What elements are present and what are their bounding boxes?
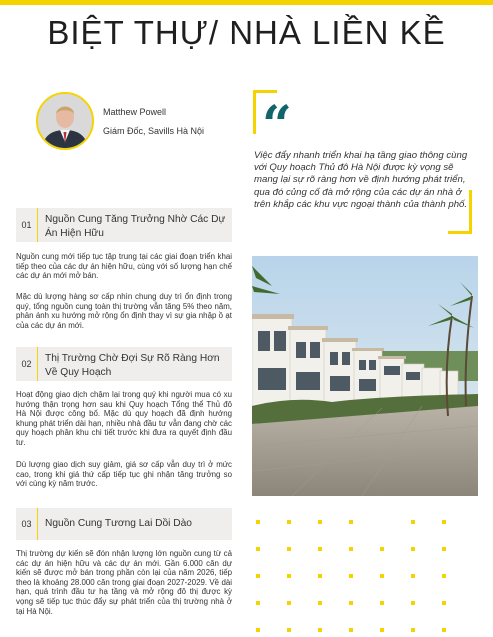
decorative-dot — [349, 601, 353, 605]
villa-photo — [252, 256, 478, 496]
decorative-dot — [287, 574, 291, 578]
section-title: Nguồn Cung Tương Lai Dồi Dào — [45, 518, 192, 529]
decorative-dot — [349, 520, 353, 524]
section-header-03 — [16, 508, 232, 540]
decorative-dot — [380, 628, 384, 632]
decorative-dot — [442, 574, 446, 578]
decorative-dot — [380, 601, 384, 605]
decorative-dot — [411, 601, 415, 605]
decorative-dot — [411, 520, 415, 524]
decorative-dot — [442, 628, 446, 632]
section-number: 02 — [16, 347, 38, 381]
decorative-dot — [287, 547, 291, 551]
author-name: Matthew Powell — [103, 107, 167, 117]
section-paragraph: Nguồn cung mới tiếp tục tập trung tại các giai đoạn triển khai tiếp theo của các dự án hiện hữu, cùng với số lượng hạn chế các dự án mới mở bán. — [16, 252, 232, 281]
top-accent-bar — [0, 0, 493, 5]
author-avatar — [36, 92, 94, 150]
decorative-dot — [349, 628, 353, 632]
decorative-dot — [411, 574, 415, 578]
decorative-dot — [318, 628, 322, 632]
section-header-02 — [16, 347, 232, 381]
section-number: 03 — [16, 508, 38, 540]
section-paragraph: Mặc dù lượng hàng sơ cấp nhìn chung duy trì ổn định trong quý, tổng nguồn cung toàn thị trường vẫn tăng 5% theo năm, phản ánh xu hướng mở rộng ổn định thay vì sự gia nhập ồ ạt của các dự án mới. — [16, 292, 232, 330]
decorative-dot — [349, 574, 353, 578]
decorative-dot — [442, 601, 446, 605]
decorative-dot — [318, 574, 322, 578]
decorative-dot — [380, 547, 384, 551]
decorative-dot — [318, 601, 322, 605]
quote-text: Việc đẩy nhanh triển khai hạ tầng giao thông cùng với Quy hoạch Thủ đô Hà Nội được kỳ vọng sẽ mang lại sự rõ ràng hơn về định hướng phát triển, qua đó củng cố đà mở rộng của các dự án nhà ở trên khắp các khu vực ngoại thành của thành phố. — [254, 150, 468, 210]
section-paragraph: Dù lượng giao dịch suy giảm, giá sơ cấp vẫn duy trì ở mức cao, trong khi giá thứ cấp tiếp tục ghi nhận tăng trưởng so với cùng kỳ năm trước. — [16, 460, 232, 489]
person-portrait-icon — [38, 94, 92, 148]
decorative-dot — [380, 574, 384, 578]
quote-mark-icon: “ — [262, 95, 292, 156]
section-title: Thị Trường Chờ Đợi Sự Rõ Ràng Hơn Về Quy Hoạch — [45, 353, 220, 378]
decorative-dot — [442, 547, 446, 551]
decorative-dot — [349, 547, 353, 551]
decorative-dot — [256, 520, 260, 524]
decorative-dot — [287, 520, 291, 524]
decorative-dot — [287, 601, 291, 605]
author-role: Giám Đốc, Savills Hà Nội — [103, 126, 205, 136]
decorative-dot — [411, 628, 415, 632]
decorative-dot — [318, 520, 322, 524]
decorative-dot — [256, 628, 260, 632]
section-paragraph: Hoạt động giao dịch chậm lại trong quý khi người mua có xu hướng thận trọng hơn sau khi Quy hoạch Tổng thể Thủ đô Hà Nội được công bố. Mặc dù quy hoạch đã định hướng khung phát triển dài hạn, nhiều nhà đầu tư vẫn đang chờ các quy hoạch phân khu chi tiết trước khi đưa ra quyết định đầu tư. — [16, 390, 232, 447]
decorative-dot — [256, 601, 260, 605]
page-title: BIỆT THỰ/ NHÀ LIỀN KỀ — [47, 14, 446, 51]
section-number: 01 — [16, 208, 38, 242]
decorative-dot — [256, 574, 260, 578]
section-title: Nguồn Cung Tăng Trưởng Nhờ Các Dự Án Hiện Hữu — [45, 214, 226, 239]
section-header-01 — [16, 208, 232, 242]
decorative-dot — [256, 547, 260, 551]
decorative-dot — [442, 520, 446, 524]
decorative-dot — [411, 547, 415, 551]
section-paragraph: Thị trường dự kiến sẽ đón nhận lượng lớn nguồn cung từ cả các dự án hiện hữu và các dự án mới. Gần 6.000 căn dự kiến sẽ được mở bán trong phần còn lại của năm 2026, tiếp theo là khoảng 28.000 căn trong giai đoạn 2027-2029. Về dài hạn, quá trình đầu tư hạ tầng và mở rộng đô thị được kỳ vọng sẽ tiếp tục thúc đẩy sự phát triển của thị trường nhà ở tại Hà Nội. — [16, 549, 232, 616]
decorative-dot — [287, 628, 291, 632]
decorative-dot — [318, 547, 322, 551]
